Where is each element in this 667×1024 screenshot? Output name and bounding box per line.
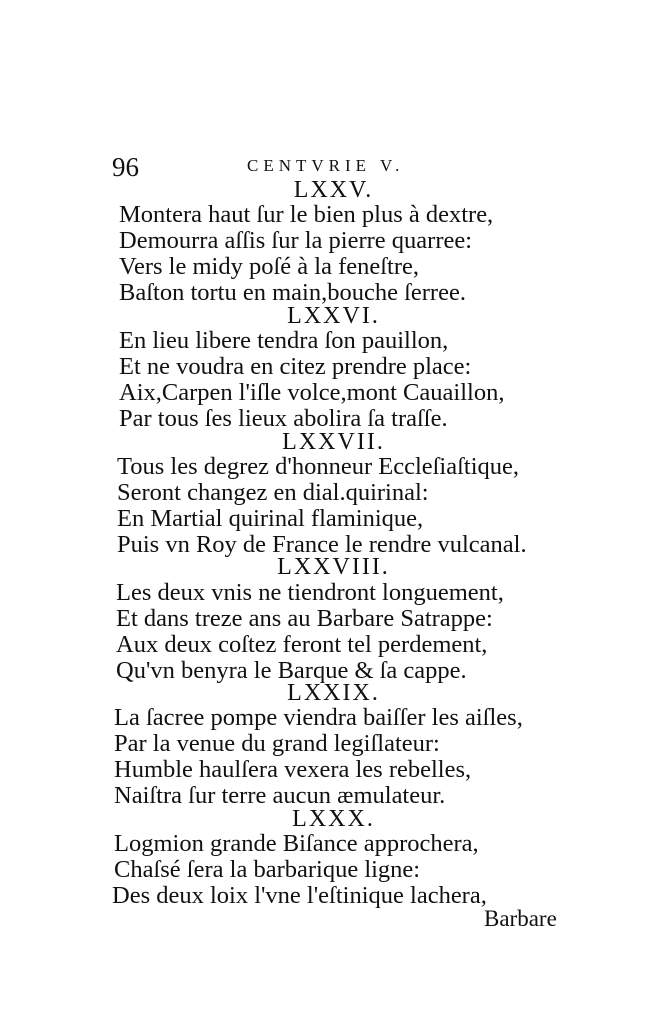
verse-line: Qu'vn benyra le Barque & ſa cappe. [116, 657, 467, 684]
verse-line: Puis vn Roy de France le rendre vulcanal. [117, 531, 527, 558]
verse-line: En Martial quirinal flaminique, [117, 505, 424, 532]
verse-line: Seront changez en dial.quirinal: [117, 479, 429, 506]
verse-line: Vers le midy poſé à la feneſtre, [119, 253, 420, 280]
verse-line: Et dans treze ans au Barbare Satrappe: [116, 605, 493, 632]
running-head: CENTVRIE V. [247, 156, 405, 175]
verse-line: Aux deux coſtez feront tel perdement, [116, 631, 488, 658]
verse-line: Des deux loix l'vne l'eſtinique lachera, [112, 882, 487, 909]
verse-line: Par tous ſes lieux abolira ſa traſſe. [119, 405, 448, 432]
quatrain-heading: LXXIX. [287, 680, 380, 706]
verse-line: Par la venue du grand legiſlateur: [114, 730, 440, 757]
verse-line: Les deux vnis ne tiendront longuement, [116, 579, 504, 606]
page-number: 96 [112, 152, 139, 182]
verse-line: Et ne voudra en citez prendre place: [119, 353, 472, 380]
verse-line: Logmion grande Biſance approchera, [114, 830, 479, 857]
catchword: Barbare [484, 906, 557, 931]
quatrain-heading: LXXVII. [282, 429, 385, 455]
verse-line: Montera haut ſur le bien plus à dextre, [119, 201, 494, 228]
verse-line: Tous les degrez d'honneur Eccleſiaſtique, [117, 453, 520, 480]
verse-line: Naiſtra ſur terre aucun æmulateur. [114, 782, 446, 809]
verse-line: En lieu libere tendra ſon pauillon, [119, 327, 449, 354]
quatrain-heading: LXXVI. [287, 303, 380, 329]
verse-line: Humble haulſera vexera les rebelles, [114, 756, 472, 783]
verse-line: La ſacree pompe viendra baiſſer les aiſles, [114, 704, 523, 731]
verse-line: Demourra aſſis ſur la pierre quarree: [119, 227, 473, 254]
verse-line: Aix,Carpen l'iſle volce,mont Cauaillon, [119, 379, 505, 406]
quatrain-heading: LXXVIII. [277, 554, 390, 580]
quatrain-heading: LXXX. [292, 806, 375, 832]
verse-line: Baſton tortu en main,bouche ſerree. [119, 279, 466, 306]
quatrain-heading: LXXV. [293, 177, 374, 203]
verse-line: Chaſsé ſera la barbarique ligne: [114, 856, 421, 883]
